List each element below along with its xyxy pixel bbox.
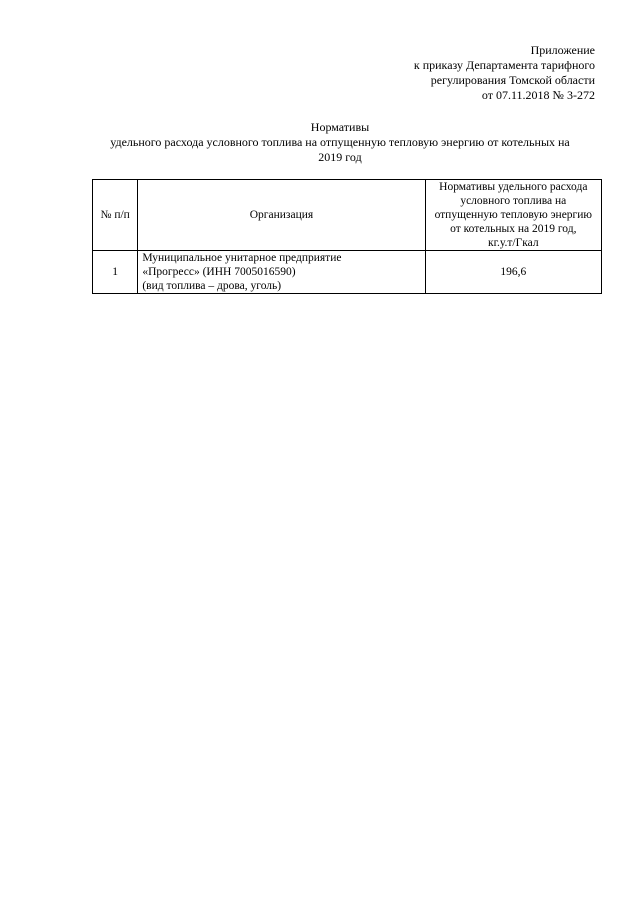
row-org-line2: «Прогресс» (ИНН 7005016590) <box>142 266 296 278</box>
appendix-department: регулирования Томской области <box>430 73 595 87</box>
appendix-header <box>414 43 595 103</box>
header-norm-line2: условного топлива на <box>460 195 567 207</box>
row-organization <box>138 251 425 294</box>
appendix-label: Приложение <box>530 43 595 57</box>
header-norm-line5: кг.у.т/Гкал <box>488 237 539 249</box>
header-num: № п/п <box>93 180 138 251</box>
table-header-row <box>93 180 602 251</box>
appendix-order-ref: к приказу Департамента тарифного <box>413 58 595 72</box>
title-subtitle-line2: 2019 год <box>318 150 362 164</box>
row-org-line1: Муниципальное унитарное предприятие <box>142 252 342 264</box>
appendix-date-number: от 07.11.2018 № 3-272 <box>481 88 595 102</box>
row-org-line3: (вид топлива – дрова, уголь) <box>142 280 282 292</box>
title-heading: Нормативы <box>310 120 370 134</box>
table-row <box>93 251 602 294</box>
norms-table <box>92 179 602 294</box>
row-num: 1 <box>93 251 138 294</box>
header-norm <box>425 180 601 251</box>
document-title <box>80 120 600 165</box>
header-organization: Организация <box>138 180 425 251</box>
header-norm-line1: Нормативы удельного расхода <box>439 181 588 193</box>
title-subtitle-line1: удельного расхода условного топлива на отпущенную тепловую энергию от котельных на <box>110 135 570 149</box>
header-norm-line3: отпущенную тепловую энергию <box>434 209 593 221</box>
header-norm-line4: от котельных на 2019 год, <box>450 223 577 235</box>
row-norm-value: 196,6 <box>425 251 601 294</box>
